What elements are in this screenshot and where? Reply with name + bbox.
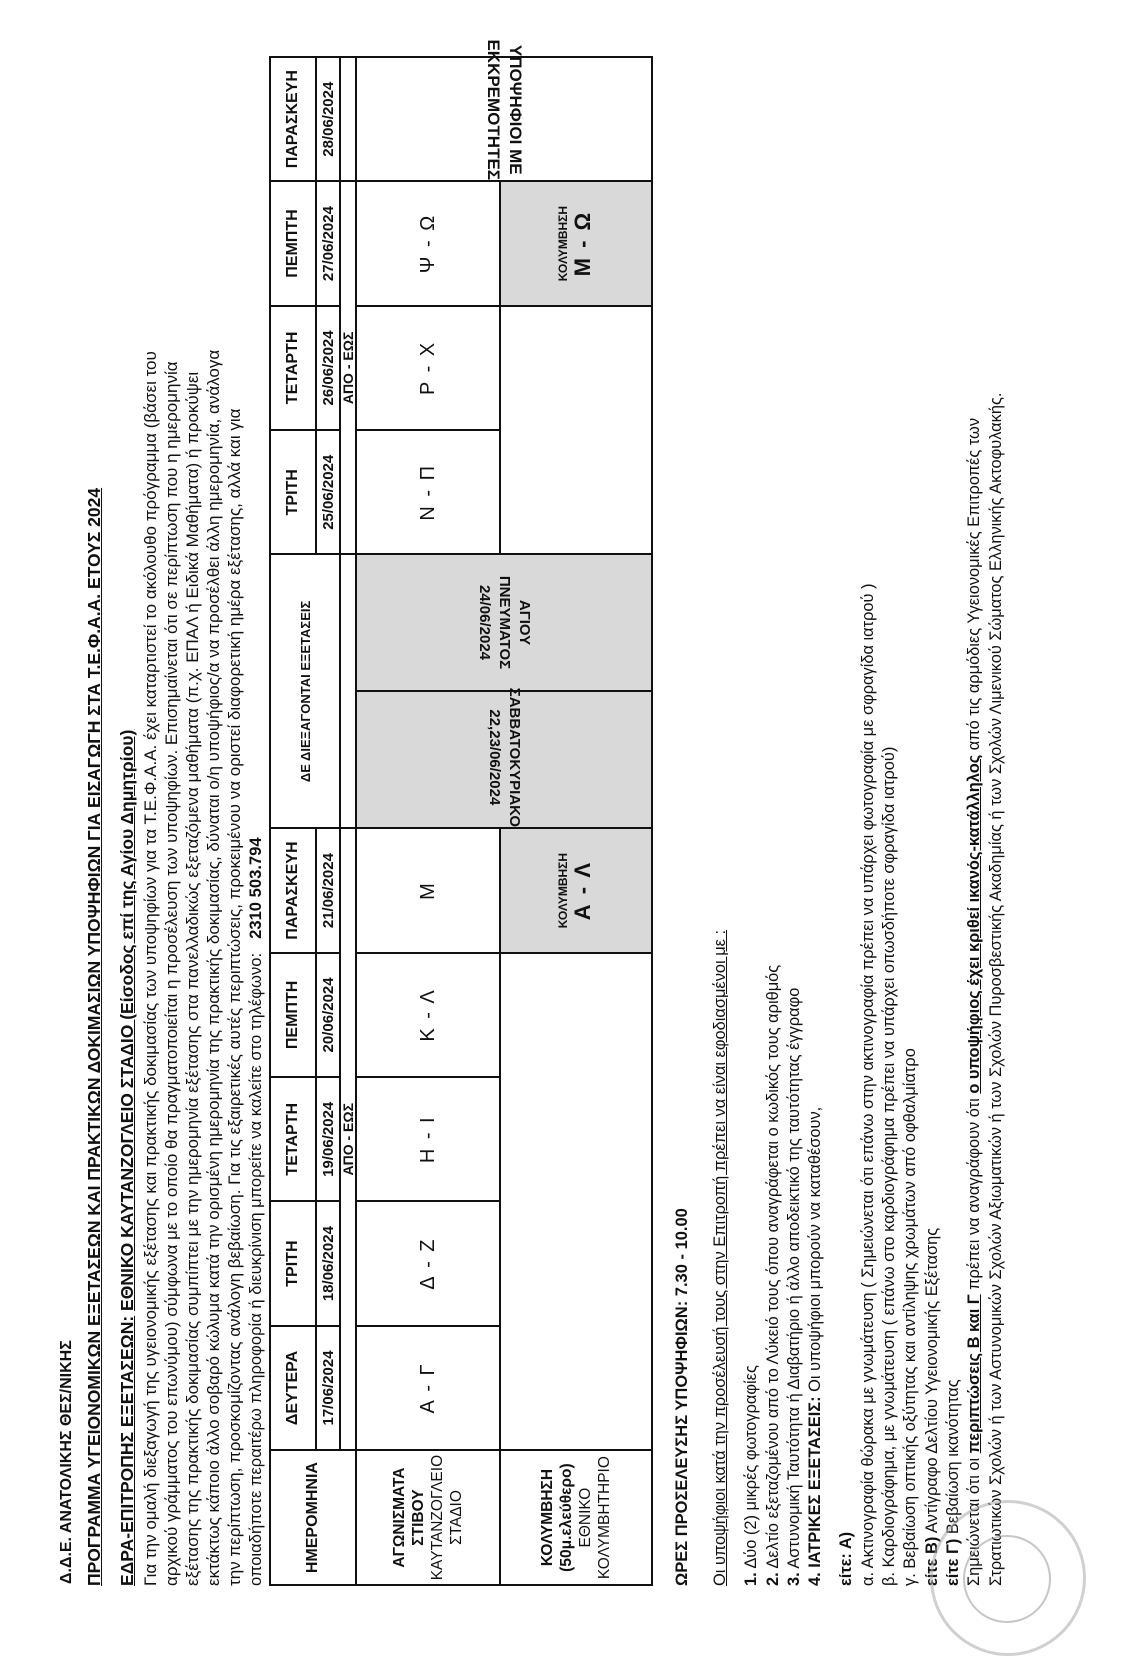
pending-line-1: ΥΠΟΨΗΦΙΟΙ ΜΕ (506, 45, 525, 175)
date-cell: 18/06/2024 (316, 1201, 340, 1325)
holiday-text: ΑΓΙΟΥ ΠΝΕΥΜΑΤΟΣ (496, 576, 533, 670)
intro-line: εκτάκτως κάποιο άλλο σοβαρό κώλυμα κατά την ορισμένη ημερομηνία της πρακτικής δοκιμασίας, δύναται ο/η υποψήφιος/α να προσέλθει άλλη ημερομηνία, ανάλογα (204, 349, 223, 1586)
date-cell: 21/06/2024 (316, 828, 340, 952)
letter-range: Η - Ι (356, 1077, 500, 1201)
hours-label: ΩΡΕΣ ΠΡΟΣΕΛΕΥΣΗΣ ΥΠΟΨΗΦΙΩΝ: (673, 1300, 691, 1586)
list-item: γ. Βεβαίωση οπτικής οξύτητας και αντίληψης χρωμάτων από οφθαλμίατρο (901, 1048, 920, 1586)
phone-number: 2310 503.794 (246, 837, 265, 939)
list-item: 4. ΙΑΤΡΙΚΕΣ ΕΞΕΤΑΣΕΙΣ: Οι υποψήφιοι μπορούν να καταθέσουν, (806, 1106, 825, 1586)
letter-range: Δ - Ζ (356, 1201, 500, 1325)
letter-range: Ν - Π (356, 430, 500, 554)
intro-line: την περίπτωση, προσκομίζοντας ανάλογη βεβαίωση. Για τις εξαιρετικές αυτές περιπτώσεις, προκειμένου να οριστεί διαφορετική ημέρα εξέτασης, αλλά και για (225, 408, 244, 1586)
date-cell: 19/06/2024 (316, 1077, 340, 1201)
no-exam-header: ΔΕ ΔΙΕΞΑΓΟΝΤΑΙ ΕΞΕΤΑΣΕΙΣ (270, 554, 340, 828)
date-cell: 20/06/2024 (316, 953, 340, 1077)
intro-line: εξέτασης της πρακτικής δοκιμασίας συμπίπτει με την ημερομηνία εξέτασης στα πανελλαδικώς εξεταζόμενα μαθήματα (π.χ. ΕΠΑΛ ή Ειδικά Μαθήματα) ή προκύψει (183, 371, 202, 1586)
either-c: είτε Γ) Βεβαίωση ικανότητας (943, 1379, 962, 1586)
date-cell: 25/06/2024 (316, 430, 340, 554)
holiday-cell (356, 554, 652, 691)
track-label-venue: ΚΑΥΤΑΝΖΟΓΛΕΙΟ ΣΤΑΔΙΟ (429, 1454, 465, 1581)
either-b: είτε Β) Αντίγραφο Δελτίου Υγειονομικής Εξέτασης (922, 1227, 941, 1586)
pending-candidates-cell (356, 39, 652, 181)
official-seal-stamp (930, 1500, 1086, 1656)
letter-range: Ρ - Χ (356, 306, 500, 430)
day-header: ΤΡΙΤΗ (270, 1201, 316, 1325)
letter-range: Ψ - Ω (356, 181, 500, 305)
date-cell: 27/06/2024 (316, 181, 340, 305)
note-line-1: Σημειώνεται ότι οι περιπτώσεις Β και Γ πρέπει να αναγράφουν ότι ο υποψήφιος έχει κριθεί ικανός-κατάλληλος από τις αρμόδιες Υγειονομικές Επιτροπές των (965, 417, 984, 1586)
hours-value: 7.30 - 10.00 (673, 1208, 691, 1297)
exam-seat (117, 56, 138, 1586)
list-item: 3. Αστυνομική Ταυτότητα ή Διαβατήριο ή άλλο αποδεικτικό της ταυτότητας έγγραφο (784, 987, 803, 1586)
list-item: β. Καρδιογράφημα, με γνωμάτευση ( επάνω στο καρδιογράφημα πρέπει να υπάρχει οπωσδήποτε σφραγίδα ιατρού) (880, 746, 899, 1586)
arrival-hours (673, 56, 692, 1586)
day-header: ΠΕΜΠΤΗ (270, 181, 316, 305)
intro-line: Για την ομαλή διεξαγωγή της υγειονομικής εξέτασης και πρακτικής δοκιμασίας των υποψηφίων για τα Τ.Ε.Φ.Α.Α. έχει καταρτιστεί το ακόλουθο πρόγραμμα (βάσει του (141, 351, 160, 1586)
swim-letters: Μ - Ω (570, 210, 595, 277)
requirements-intro: Οι υποψήφιοι κατά την προσέλευσή τους στην Επιτροπή πρέπει να είναι εφοδιασμένοι με : (711, 929, 729, 1586)
date-cell: 17/06/2024 (316, 1326, 340, 1450)
schedule-table (269, 39, 653, 1586)
intro-line: αρχικού γράμματος του επωνύμου) σύμφωνα με το οποίο θα πραγματοποιείται η προσέλευση των υποψηφίων. Επισημαίνεται ότι σε περίπτωση που η ημερομηνία (162, 361, 181, 1586)
intro-paragraph (140, 56, 245, 1586)
organization-name: Δ.Δ.Ε. ΑΝΑΤΟΛΙΚΗΣ ΘΕΣ/ΝΙΚΗΣ (58, 1340, 75, 1584)
weekend-text: ΣΑΒΒΑΤΟΚΥΡΙΑΚΟ (506, 688, 523, 828)
swim-cell-thu (500, 181, 652, 305)
pending-line-2: ΕΚΚΡΕΜΟΤΗΤΕΣ (484, 39, 503, 181)
date-cell: 28/06/2024 (316, 57, 340, 181)
note-line-2: Στρατιωτικών Σχολών ή των Αστυνομικών Σχολών Αξιωματικών ή των Σχολών Πυροσβεστικής Ακαδημίας ή των Σχολών Λιμενικού Σώματος Ελληνικής Ακτοφυλακής. (986, 392, 1005, 1586)
swim-row-label (500, 1450, 652, 1585)
range-label-week1: ΑΠΟ - ΕΩΣ (340, 828, 356, 1450)
day-header: ΔΕΥΤΕΡΑ (270, 1326, 316, 1450)
letter-range: Κ - Λ (356, 953, 500, 1077)
day-header: ΤΡΙΤΗ (270, 430, 316, 554)
exam-seat-value: ΕΘΝΙΚΟ ΚΑΥΤΑΝΖΟΓΛΕΙΟ ΣΤΑΔΙΟ (Είσοδος επί της Αγίου Δημητρίου) (117, 729, 137, 1311)
swim-letters: Α - Λ (570, 860, 595, 921)
requirements-list (710, 56, 1007, 1586)
day-header: ΤΕΤΑΡΤΗ (270, 306, 316, 430)
swim-label-venue: ΕΘΝΙΚΟ ΚΟΛΥΜΒΗΤΗΡΙΟ (577, 1456, 613, 1580)
date-header: ΗΜΕΡΟΜΗΝΙΑ (270, 1450, 356, 1585)
swim-label-bold: ΚΟΛΥΜΒΗΣΗ (50μ.ελεύθερο) (539, 1463, 575, 1572)
phone-line (245, 56, 267, 1586)
weekend-cell (356, 688, 652, 828)
day-header: ΠΑΡΑΣΚΕΥΗ (270, 828, 316, 952)
swim-cell-fri (500, 828, 652, 952)
phone-text: οποιαδήποτε περαιτέρω πληροφορία ή διευκρίνιση μπορείτε να καλείτε στο τηλέφωνο: (246, 952, 265, 1586)
track-row-label (356, 1450, 500, 1585)
letter-range: Μ (356, 828, 500, 952)
document-title: ΠΡΟΓΡΑΜΜΑ ΥΓΕΙΟΝΟΜΙΚΩΝ ΕΞΕΤΑΣΕΩΝ ΚΑΙ ΠΡΑΚΤΙΚΩΝ ΔΟΚΙΜΑΣΙΩΝ ΥΠΟΨΗΦΙΩΝ ΓΙΑ ΕΙΣΑΓΩΓΗ ΣΤΑ Τ.Ε.Φ.Α.Α. ΕΤΟΥΣ 2024 (84, 487, 104, 1586)
day-header: ΠΑΡΑΣΚΕΥΗ (270, 57, 316, 181)
day-header: ΤΕΤΑΡΤΗ (270, 1077, 316, 1201)
letter-range: Α - Γ (356, 1326, 500, 1450)
either-a: είτε: Α) (837, 1531, 856, 1586)
exam-seat-label: ΕΔΡΑ-ΕΠΙΤΡΟΠΗΣ ΕΞΕΤΑΣΕΩΝ: (117, 1315, 137, 1586)
holiday-date: 24/06/2024 (476, 585, 493, 661)
swim-tag: ΚΟΛΥΜΒΗΣΗ (556, 852, 570, 929)
track-label-bold: ΑΓΩΝΙΣΜΑΤΑ ΣΤΙΒΟΥ (391, 1467, 427, 1568)
weekend-dates: 22,23/06/2024 (486, 709, 503, 806)
list-item: 1. Δύο (2) μικρές φωτογραφίες (742, 1365, 761, 1586)
day-header: ΠΕΜΠΤΗ (270, 953, 316, 1077)
swim-tag: ΚΟΛΥΜΒΗΣΗ (556, 205, 570, 282)
list-item: 2. Δελτίο εξεταζομένου από το Λύκειό τους όπου αναγράφεται ο κωδικός τους αριθμός (763, 964, 782, 1586)
date-cell: 26/06/2024 (316, 306, 340, 430)
list-item: α. Ακτινογραφία θώρακα με γνωμάτευση ( Σημειώνεται ότι επάνω στην ακτινογραφία πρέπει να υπάρχει φωτογραφία με σφραγίδα ιατρού ) (858, 583, 877, 1586)
range-label-week2: ΑΠΟ - ΕΩΣ (340, 181, 356, 554)
